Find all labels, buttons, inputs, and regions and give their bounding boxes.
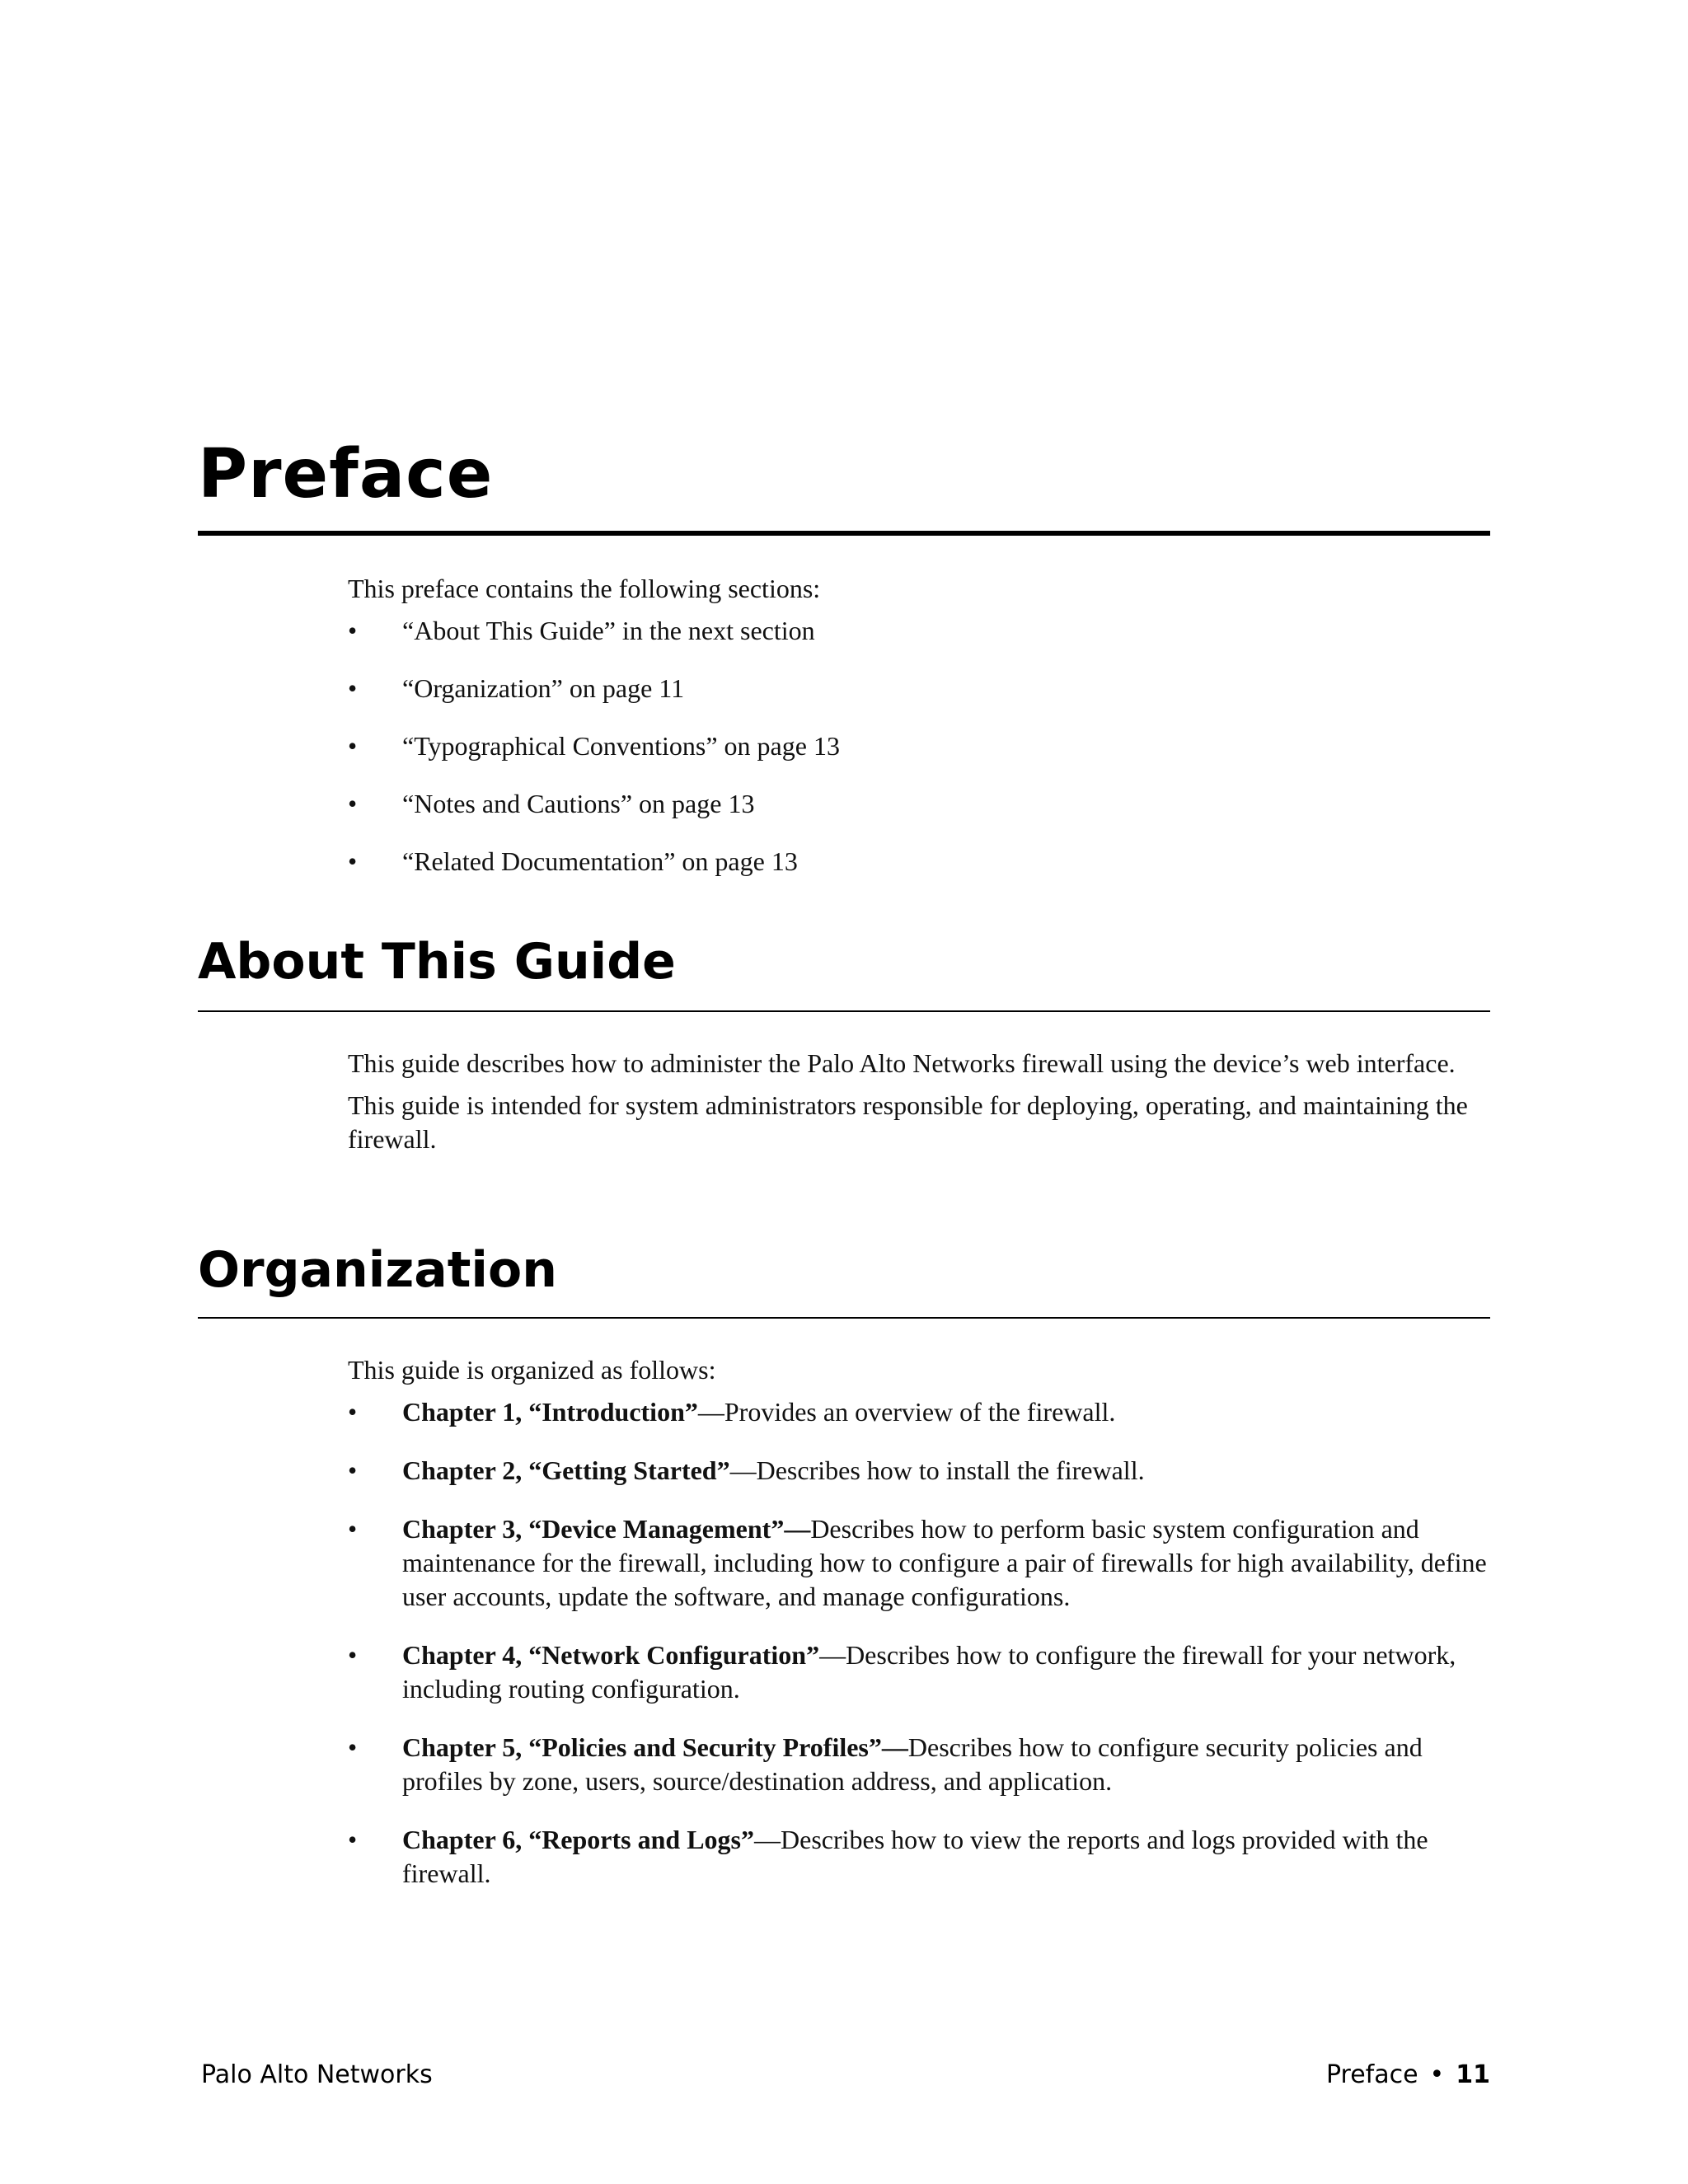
- chapter-name: Chapter 4, “Network Configuration”: [402, 1640, 820, 1670]
- bullet-icon: •: [348, 1732, 358, 1762]
- list-item: [348, 614, 1493, 648]
- bullet-icon: •: [348, 846, 358, 876]
- chapter-description: Describes how to perform basic system configuration and maintenance for the firewall, including how to configure a pair of firewalls for high availability, define user accounts, update the software, and manage configurations.: [402, 1514, 1487, 1611]
- list-item-text: “Notes and Cautions” on page 13: [402, 789, 755, 818]
- chapter-name: Chapter 2, “Getting Started”: [402, 1455, 730, 1485]
- preface-intro: This preface contains the following sections:: [348, 574, 821, 603]
- list-item: [348, 787, 1493, 821]
- footer-section: Preface: [1325, 2060, 1418, 2089]
- bullet-icon: •: [348, 1825, 358, 1854]
- list-item: [348, 1638, 1493, 1706]
- organization-intro: This guide is organized as follows:: [348, 1355, 716, 1385]
- list-item: [348, 1454, 1493, 1488]
- chapter-name: Chapter 1, “Introduction”: [402, 1397, 698, 1427]
- organization-heading: Organization: [198, 1241, 557, 1299]
- page-title: Preface: [198, 435, 494, 513]
- chapter-name: Chapter 6, “Reports and Logs”: [402, 1825, 754, 1854]
- list-item: [348, 672, 1493, 705]
- bullet-icon: •: [348, 1455, 358, 1485]
- chapter-description: —Provides an overview of the firewall.: [697, 1397, 1116, 1427]
- list-item-text: “Related Documentation” on page 13: [402, 846, 798, 876]
- organization-section: [348, 1353, 1493, 1891]
- chapter-description: —Describes how to configure the firewall for your network, including routing configuration.: [402, 1640, 1456, 1704]
- bullet-icon: •: [348, 616, 358, 645]
- list-item: [348, 1823, 1493, 1891]
- bullet-icon: •: [348, 1397, 358, 1427]
- bullet-icon: •: [348, 1514, 358, 1544]
- footer-page-info: [1326, 2060, 1490, 2089]
- preface-section: [348, 572, 1493, 879]
- chapter-name: Chapter 3, “Device Management”—: [402, 1514, 811, 1544]
- bullet-icon: •: [348, 1640, 358, 1670]
- bullet-icon: •: [348, 731, 358, 761]
- bullet-icon: •: [348, 673, 358, 703]
- about-paragraph: This guide describes how to administer the Palo Alto Networks firewall using the device’s web interface.: [348, 1048, 1456, 1078]
- bullet-icon: •: [348, 789, 358, 818]
- list-item: [348, 729, 1493, 763]
- list-item-text: “Organization” on page 11: [402, 673, 685, 703]
- about-section: [348, 1047, 1493, 1165]
- chapter-description: —Describes how to install the firewall.: [729, 1455, 1145, 1485]
- chapter-name: Chapter 5, “Policies and Security Profiles”—: [402, 1732, 908, 1762]
- page-number: 11: [1456, 2060, 1490, 2089]
- title-rule: [198, 531, 1490, 536]
- about-heading: About This Guide: [198, 933, 676, 991]
- organization-rule: [198, 1317, 1490, 1319]
- chapter-description: Describes how to configure security policies and profiles by zone, users, source/destination address, and application.: [402, 1732, 1423, 1796]
- list-item: [348, 1395, 1493, 1429]
- footer-separator: •: [1429, 2060, 1445, 2089]
- preface-section-list: [348, 614, 1493, 879]
- about-rule: [198, 1010, 1490, 1012]
- about-paragraph: This guide is intended for system administrators responsible for deploying, operating, and maintaining the firewall.: [348, 1090, 1468, 1154]
- list-item: [348, 1731, 1493, 1798]
- list-item-text: “Typographical Conventions” on page 13: [402, 731, 840, 761]
- chapter-description: —Describes how to view the reports and logs provided with the firewall.: [402, 1825, 1428, 1888]
- list-item: [348, 845, 1493, 879]
- list-item-text: “About This Guide” in the next section: [402, 616, 815, 645]
- chapter-list: [348, 1395, 1493, 1891]
- list-item: [348, 1512, 1493, 1614]
- footer-company: Palo Alto Networks: [201, 2060, 433, 2089]
